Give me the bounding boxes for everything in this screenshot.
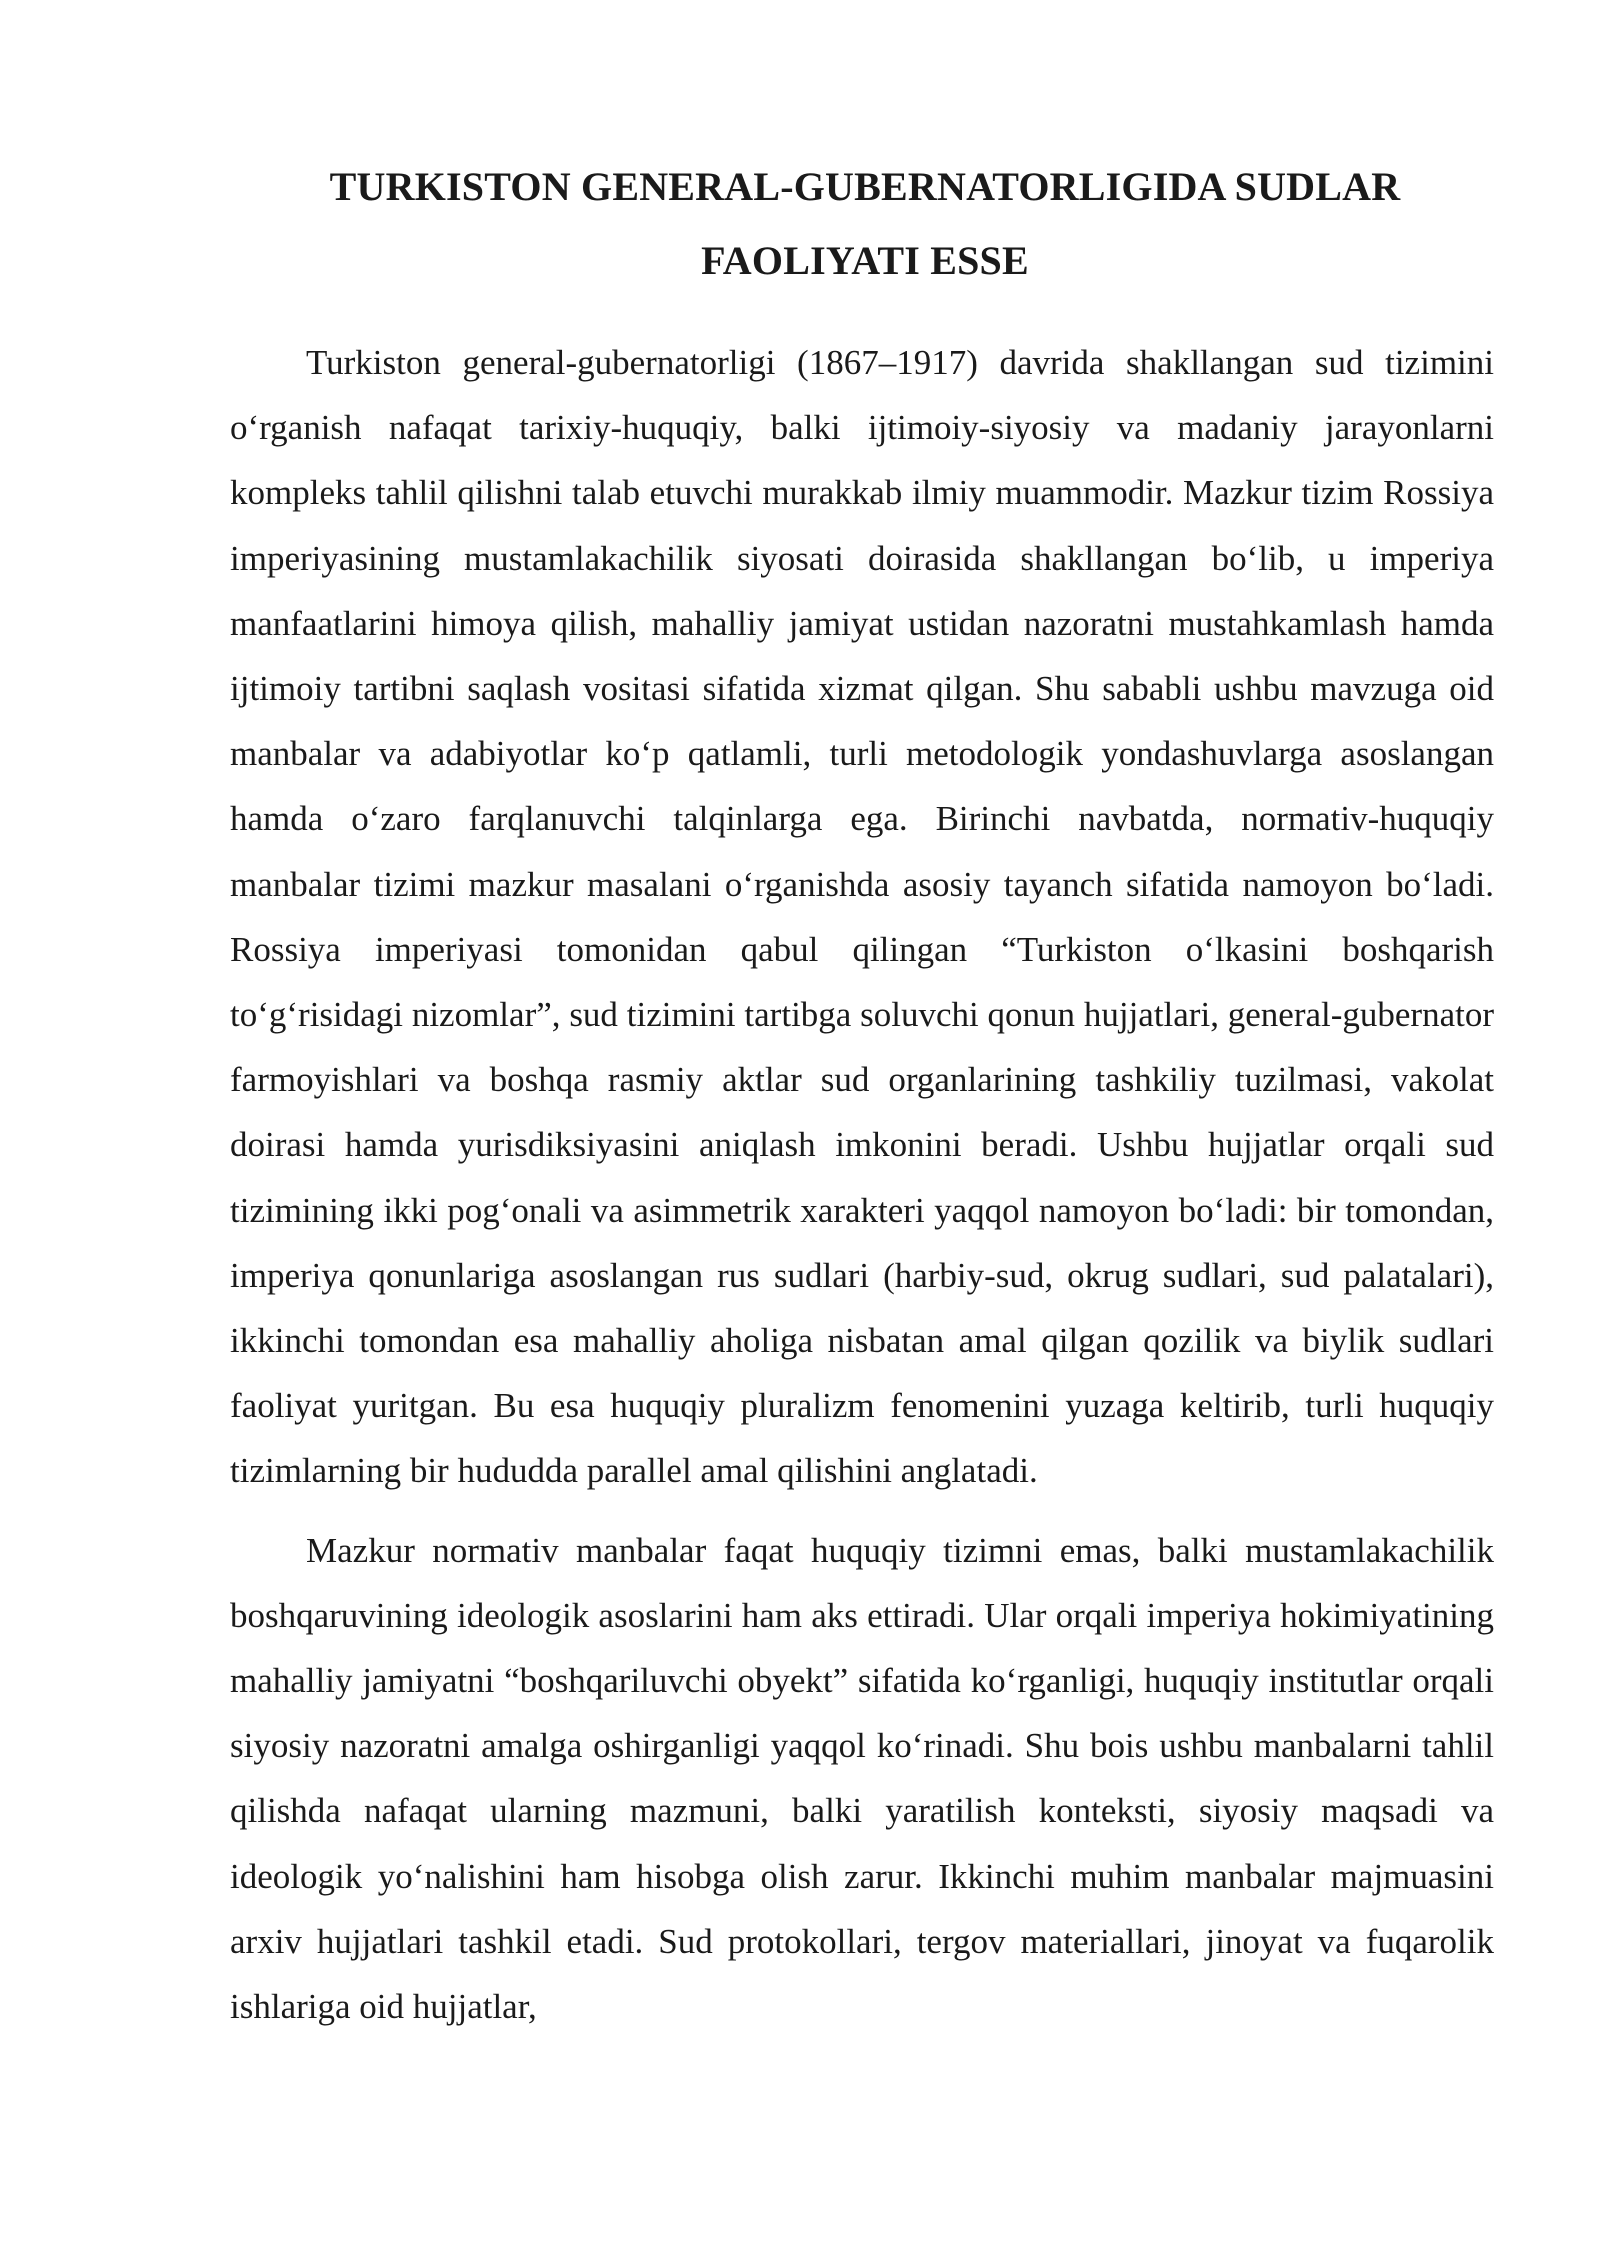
document-body [230, 330, 1494, 2039]
document-title: TURKISTON GENERAL-GUBERNATORLIGIDA SUDLAR FAOLIYATI ESSE [329, 164, 1401, 283]
paragraph: Turkiston general-gubernatorligi (1867–1917) davrida shakllangan sud tizimini o‘rganish nafaqat tarixiy-huquqiy, balki ijtimoiy-siyosiy va madaniy jarayonlarni kompleks tahlil qilishni talab etuvchi murakkab ilmiy muammodir. Mazkur tizim Rossiya imperiyasining mustamlakachilik siyosati doirasida shakllangan bo‘lib, u imperiya manfaatlarini himoya qilish, mahalliy jamiyat ustidan nazoratni mustahkamlash hamda ijtimoiy tartibni saqlash vositasi sifatida xizmat qilgan. Shu sababli ushbu mavzuga oid manbalar va adabiyotlar ko‘p qatlamli, turli metodologik yondashuvlarga asoslangan hamda o‘zaro farqlanuvchi talqinlarga ega. Birinchi navbatda, normativ-huquqiy manbalar tizimi mazkur masalani o‘rganishda asosiy tayanch sifatida namoyon bo‘ladi. Rossiya imperiyasi tomonidan qabul qilingan “Turkiston o‘lkasini boshqarish to‘g‘risidagi nizomlar”, sud tizimini tartibga soluvchi qonun hujjatlari, general-gubernator farmoyishlari va boshqa rasmiy aktlar sud organlarining tashkiliy tuzilmasi, vakolat doirasi hamda yurisdiksiyasini aniqlash imkonini beradi. Ushbu hujjatlar orqali sud tizimining ikki pog‘onali va asimmetrik xarakteri yaqqol namoyon bo‘ladi: bir tomondan, imperiya qonunlariga asoslangan rus sudlari (harbiy-sud, okrug sudlari, sud palatalari), ikkinchi tomondan esa mahalliy aholiga nisbatan amal qilgan qozilik va biylik sudlari faoliyat yuritgan. Bu esa huquqiy pluralizm fenomenini yuzaga keltirib, turli huquqiy tizimlarning bir hududda parallel amal qilishini anglatadi. [230, 343, 1494, 1491]
paragraph: Mazkur normativ manbalar faqat huquqiy tizimni emas, balki mustamlakachilik boshqaruvining ideologik asoslarini ham aks ettiradi. Ular orqali imperiya hokimiyatining mahalliy jamiyatni “boshqariluvchi obyekt” sifatida ko‘rganligi, huquqiy institutlar orqali siyosiy nazoratni amalga oshirganligi yaqqol ko‘rinadi. Shu bois ushbu manbalarni tahlil qilishda nafaqat ularning mazmuni, balki yaratilish konteksti, siyosiy maqsadi va ideologik yo‘nalishini ham hisobga olish zarur. Ikkinchi muhim manbalar majmuasini arxiv hujjatlari tashkil etadi. Sud protokollari, tergov materiallari, jinoyat va fuqarolik ishlariga oid hujjatlar, [230, 1530, 1494, 2027]
